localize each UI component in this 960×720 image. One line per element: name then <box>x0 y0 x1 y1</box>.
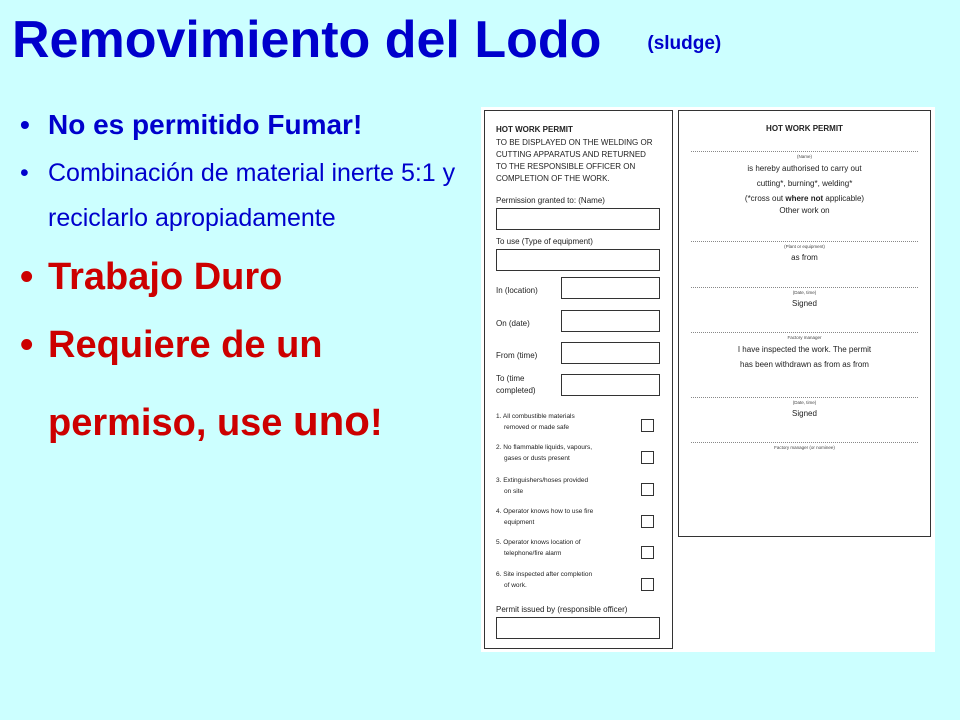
bullet-dot: • <box>20 256 34 298</box>
check-item-label: 5. Operator knows location of <box>496 539 581 546</box>
authorised-text: is hereby authorised to carry out <box>747 164 862 173</box>
date-caption: (Date, time) <box>792 400 817 405</box>
check-item-label: removed or made safe <box>504 424 570 431</box>
title-subtitle: (sludge) <box>647 33 722 54</box>
as-from-text: as from <box>791 253 818 262</box>
bullet-text-part: ! <box>369 402 383 444</box>
location-label: In (location) <box>496 286 538 295</box>
to-time-label: To (time <box>496 374 525 383</box>
bullet-text: Trabajo Duro <box>48 256 283 298</box>
issued-by-field-box <box>496 617 660 639</box>
date-label: On (date) <box>496 319 530 328</box>
name-field-box <box>496 208 660 230</box>
hot-work-permit-image <box>481 107 935 652</box>
check-box <box>641 483 654 496</box>
signed-text: Signed <box>792 299 817 308</box>
factory-manager-caption: Factory manager <box>787 335 822 340</box>
use-label: To use (Type of equipment) <box>496 237 593 246</box>
dotted-line <box>691 397 918 398</box>
check-item-label: 1. All combustible materials <box>496 413 575 420</box>
check-box <box>641 546 654 559</box>
authorised-text: cutting*, burning*, welding* <box>756 179 853 188</box>
to-time-label: completed) <box>496 386 536 395</box>
title-main: Removimiento del Lodo <box>12 11 602 69</box>
location-field-box <box>561 277 660 299</box>
name-caption: (Name) <box>796 154 812 159</box>
cross-out-text: (*cross out <box>744 194 786 203</box>
check-item-label: 2. No flammable liquids, vapours, <box>496 444 593 451</box>
permit-intro-line: CUTTING APPARATUS AND RETURNED <box>496 150 646 159</box>
check-box <box>641 451 654 464</box>
check-item-label: 6. Site inspected after completion <box>496 571 593 578</box>
other-work-text: Other work on <box>779 206 830 215</box>
plant-caption: (Plant or equipment) <box>784 244 825 249</box>
permit-left-panel <box>484 110 673 649</box>
bullet-text: Combinación de material inerte 5:1 y reciclarlo apropiadamente <box>48 159 456 232</box>
bullet-text-part: Requiere de un permiso, use <box>48 324 323 444</box>
permit-intro-line: TO THE RESPONSIBLE OFFICER ON <box>496 162 636 171</box>
permit-heading: HOT WORK PERMIT <box>496 125 573 134</box>
issued-by-label: Permit issued by (responsible officer) <box>496 605 628 614</box>
signed-text: Signed <box>792 409 817 418</box>
check-box <box>641 419 654 432</box>
dotted-line <box>691 287 918 288</box>
date-caption: (Date, time) <box>792 290 817 295</box>
date-field-box <box>561 310 660 332</box>
dotted-line <box>691 151 918 152</box>
check-item-label: gases or dusts present <box>504 455 570 462</box>
bullet-dot: • <box>20 159 29 187</box>
equipment-field-box <box>496 249 660 271</box>
to-time-field-box <box>561 374 660 396</box>
inspected-text: has been withdrawn as from as from <box>740 360 869 369</box>
inspected-text: I have inspected the work. The permit <box>737 345 872 354</box>
dotted-line <box>691 332 918 333</box>
cross-out-note <box>679 193 930 205</box>
check-box <box>641 515 654 528</box>
permit-intro-line: TO BE DISPLAYED ON THE WELDING OR <box>496 138 653 147</box>
permit-right-panel <box>678 110 931 537</box>
bullet-permit-required <box>20 307 480 461</box>
check-item-label: on site <box>504 488 524 495</box>
bullet-combination <box>20 151 480 241</box>
bullet-no-smoking <box>20 104 480 146</box>
check-item-label: 3. Extinguishers/hoses provided <box>496 477 589 484</box>
cross-out-emphasis: where not <box>785 194 824 203</box>
check-item-label: 4. Operator knows how to use fire <box>496 508 594 515</box>
check-box <box>641 578 654 591</box>
from-time-label: From (time) <box>496 351 538 360</box>
bullet-text <box>48 307 468 461</box>
permission-label: Permission granted to: (Name) <box>496 196 605 205</box>
permit-heading: HOT WORK PERMIT <box>766 124 843 133</box>
bullet-text: No es permitido Fumar! <box>48 109 363 140</box>
dotted-line <box>691 241 918 242</box>
bullet-hard-work <box>20 255 480 299</box>
check-item-label: of work. <box>504 582 527 589</box>
cross-out-text: applicable) <box>823 194 865 203</box>
check-item-label: telephone/fire alarm <box>504 550 562 557</box>
permit-intro-line: COMPLETION OF THE WORK. <box>496 174 610 183</box>
bullet-text-emphasis: uno <box>292 397 370 444</box>
bullet-dot: • <box>20 109 30 140</box>
check-item-label: equipment <box>504 519 535 526</box>
dotted-line <box>691 442 918 443</box>
nominee-caption: Factory manager (or nominee) <box>774 445 835 450</box>
from-time-field-box <box>561 342 660 364</box>
bullet-list <box>20 104 480 461</box>
bullet-dot: • <box>20 324 34 366</box>
slide-title <box>12 10 721 70</box>
